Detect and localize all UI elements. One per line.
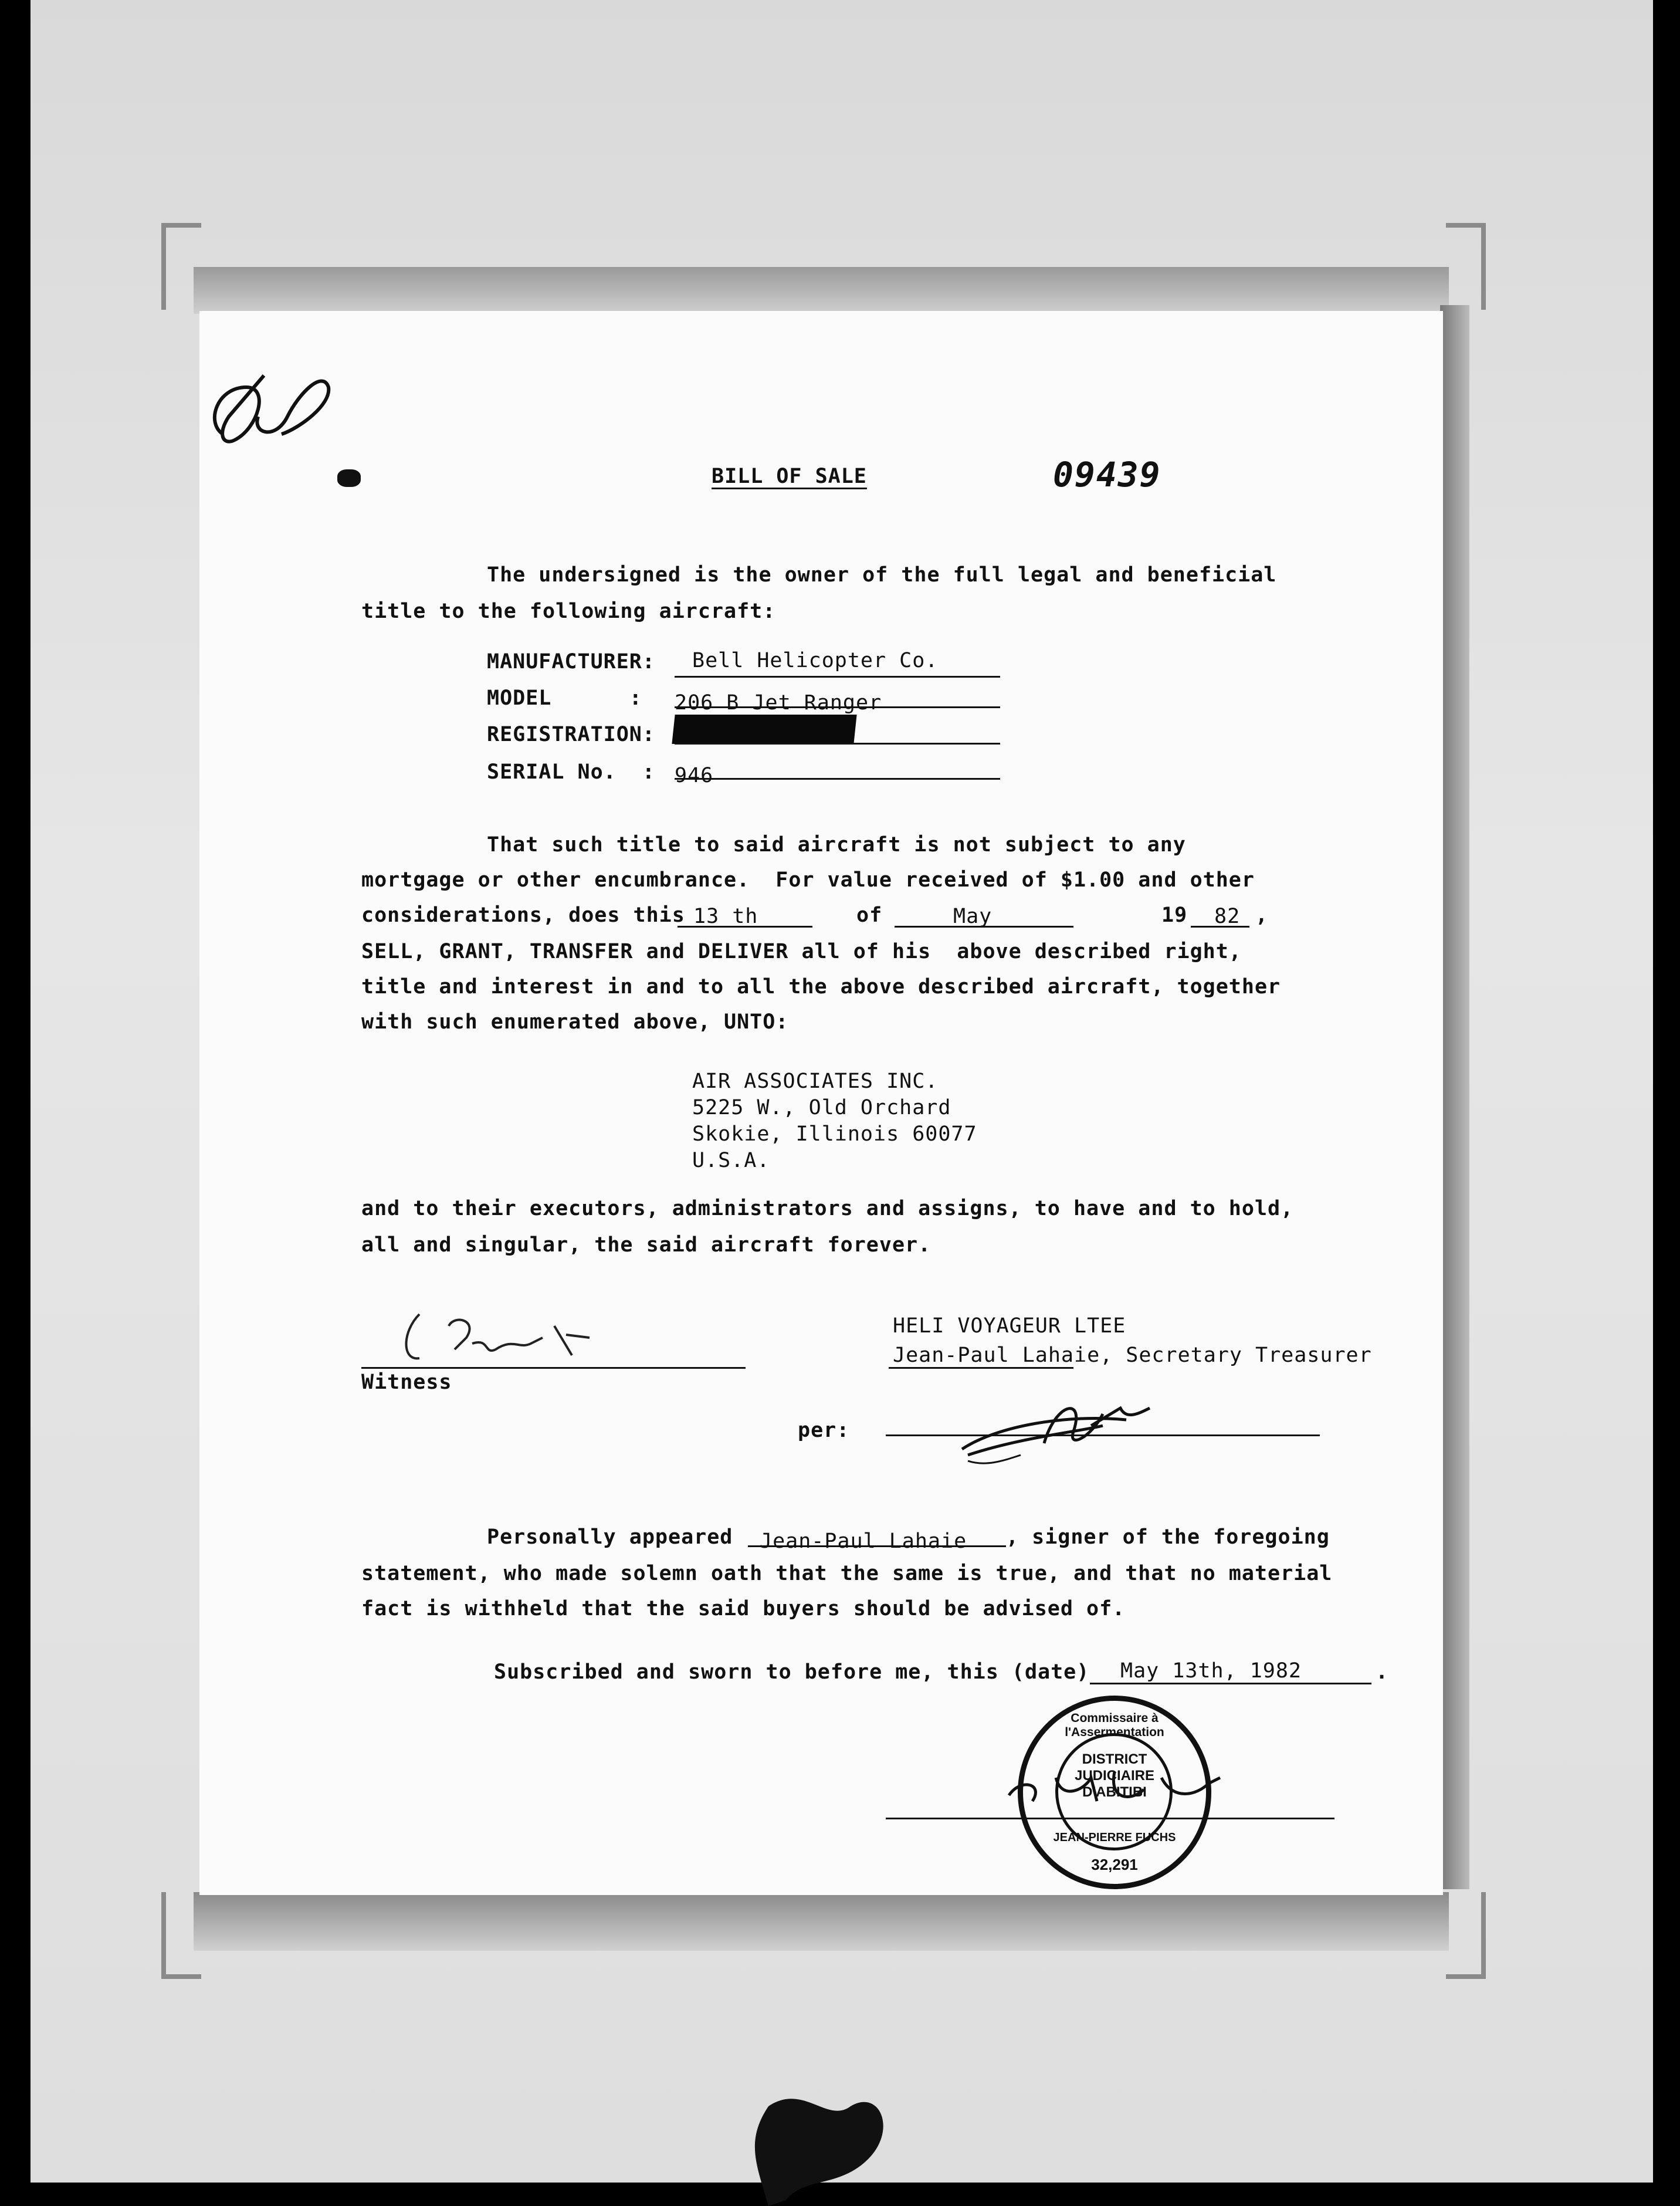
buyer-name: AIR ASSOCIATES INC.	[692, 1070, 939, 1093]
sworn-prefix: Subscribed and sworn to before me, this (date)	[494, 1660, 1090, 1684]
corner-bracket	[1446, 223, 1486, 310]
document-title: BILL OF SALE	[712, 465, 867, 488]
period: .	[1376, 1660, 1389, 1684]
date-month: May	[953, 905, 993, 928]
field-underline	[675, 706, 1000, 708]
of-word: of	[856, 904, 883, 927]
seller-underline	[889, 1367, 1073, 1369]
seal-number: 32,291	[1091, 1856, 1138, 1873]
oath-prefix: Personally appeared	[487, 1525, 733, 1549]
oath-line: fact is withheld that the said buyers should be advised of.	[361, 1597, 1126, 1620]
date-day: 13 th	[693, 905, 758, 928]
sworn-date-underline	[1090, 1683, 1371, 1684]
registration-label: REGISTRATION:	[487, 723, 655, 746]
field-underline	[675, 676, 1000, 678]
commissioner-signature	[997, 1754, 1244, 1819]
serial-label: SERIAL No. :	[487, 760, 655, 784]
seal-ring-text: Commissaire à l'Assermentation	[1065, 1711, 1164, 1739]
witness-label: Witness	[361, 1371, 452, 1394]
witness-line	[361, 1367, 746, 1369]
seal-line: DISTRICT	[1082, 1751, 1147, 1767]
witness-signature	[396, 1302, 631, 1367]
year-suffix: 82	[1214, 905, 1241, 928]
body-line: title and interest in and to all the above described aircraft, together	[361, 975, 1281, 999]
oath-line: statement, who made solemn oath that the same is true, and that no material	[361, 1562, 1333, 1585]
field-underline	[675, 743, 1000, 745]
oath-signer: Jean-Paul Lahaie	[760, 1530, 967, 1553]
margin-mark-handwriting	[199, 352, 352, 458]
seal-name: JEAN-PIERRE FUCHS	[1053, 1831, 1176, 1844]
document-number: 09439	[1053, 455, 1161, 495]
buyer-country: U.S.A.	[692, 1149, 770, 1172]
seller-company: HELI VOYAGEUR LTEE	[893, 1314, 1126, 1338]
intro-line: title to the following aircraft:	[361, 600, 776, 623]
closing-line: and to their executors, administrators and assigns, to have and to hold,	[361, 1197, 1294, 1220]
manufacturer-label: MANUFACTURER:	[487, 650, 655, 674]
ink-blot	[337, 469, 361, 487]
buyer-address: Skokie, Illinois 60077	[692, 1122, 977, 1146]
month-underline	[895, 926, 1073, 928]
year-underline	[1191, 926, 1249, 928]
body-line: considerations, does this	[361, 904, 685, 927]
comma: ,	[1255, 904, 1269, 927]
sheet-shadow	[194, 1892, 1449, 1951]
field-underline	[675, 778, 1000, 780]
seller-signer: Jean-Paul Lahaie, Secretary Treasurer	[893, 1344, 1372, 1367]
ink-smudge	[733, 2071, 927, 2206]
model-label: MODEL :	[487, 686, 642, 710]
model-value: 206 B Jet Ranger	[675, 691, 882, 715]
year-prefix: 19	[1161, 904, 1188, 927]
day-underline	[678, 926, 812, 928]
per-label: per:	[798, 1419, 850, 1442]
body-line: SELL, GRANT, TRANSFER and DELIVER all of his above described right,	[361, 940, 1242, 963]
closing-line: all and singular, the said aircraft forever.	[361, 1233, 932, 1257]
per-signature-line	[886, 1434, 1320, 1436]
body-line: with such enumerated above, UNTO:	[361, 1010, 789, 1034]
oath-suffix: , signer of the foregoing	[1006, 1525, 1330, 1549]
bill-of-sale-sheet	[199, 311, 1443, 1895]
commissioner-signature-line	[886, 1818, 1334, 1819]
seller-signature	[950, 1390, 1173, 1473]
body-line: mortgage or other encumbrance. For value received of $1.00 and other	[361, 868, 1255, 892]
sworn-date: May 13th, 1982	[1120, 1659, 1302, 1683]
intro-line: The undersigned is the owner of the full legal and beneficial	[487, 563, 1277, 587]
seal-line: JUDICIAIRE	[1074, 1768, 1155, 1784]
manufacturer-value: Bell Helicopter Co.	[692, 649, 939, 672]
serial-value: 946	[675, 764, 714, 787]
buyer-address: 5225 W., Old Orchard	[692, 1096, 951, 1119]
seal-line: D'ABITIBI	[1082, 1784, 1147, 1800]
body-line: That such title to said aircraft is not subject to any	[487, 833, 1186, 857]
sheet-shadow	[1440, 305, 1469, 1889]
corner-bracket	[1446, 1892, 1486, 1979]
redacted-registration	[672, 715, 856, 744]
oath-signer-underline	[748, 1545, 1006, 1547]
sheet-shadow	[194, 267, 1449, 314]
